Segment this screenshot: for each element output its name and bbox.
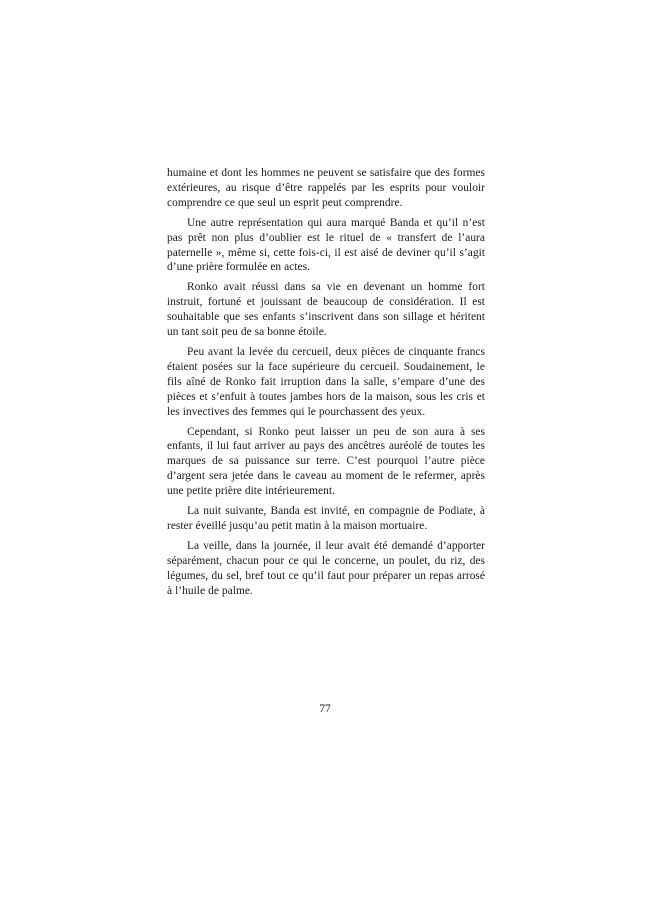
page-number: 77 bbox=[319, 702, 331, 715]
paragraph: La veille, dans la journée, il leur avait été demandé d’apporter séparément, chacun pour ce qui le concerne, un poulet, du riz, des légumes, du sel, bref tout ce qu’il faut pour préparer un repas arrosé à l’huile de palme. bbox=[167, 539, 485, 597]
paragraph: humaine et dont les hommes ne peuvent se satisfaire que des formes extérieures, au risque d’être rappelés par les esprits pour vouloir comprendre ce que seul un esprit peut comprendre. bbox=[167, 167, 485, 209]
paragraph: La nuit suivante, Banda est invité, en compagnie de Podiate, à rester éveillé jusqu’au petit matin à la maison mortuaire. bbox=[167, 505, 485, 532]
paragraph: Une autre représentation qui aura marqué Banda et qu’il n’est pas prêt non plus d’oublier est le rituel de « transfert de l’aura paternelle », même si, cette fois-ci, il est aisé de deviner qu’il s’agit d’une prière formulée en actes. bbox=[167, 216, 485, 274]
body-text-block bbox=[167, 166, 485, 598]
paragraph: Cependant, si Ronko peut laisser un peu de son aura à ses enfants, il lui faut arriver au pays des ancêtres auréolé de toutes les marques de sa puissance sur terre. C’est pourquoi l’autre pièce d’argent sera jetée dans le caveau au moment de le refermer, après une petite prière dite intérieurement. bbox=[167, 425, 485, 498]
paragraph: Ronko avait réussi dans sa vie en devenant un homme fort instruit, fortuné et jouissant de beaucoup de considération. Il est souhaitable que ses enfants s’inscrivent dans son sillage et héritent un tant soit peu de sa bonne étoile. bbox=[167, 281, 485, 339]
paragraph: Peu avant la levée du cercueil, deux pièces de cinquante francs étaient posées sur la face supérieure du cercueil. Soudainement, le fils aîné de Ronko fait irruption dans la salle, s’empare d’une des pièces et s’enfuit à toutes jambes hors de la maison, sous les cris et les invectives des femmes qui le pourchassent des yeux. bbox=[167, 345, 485, 418]
